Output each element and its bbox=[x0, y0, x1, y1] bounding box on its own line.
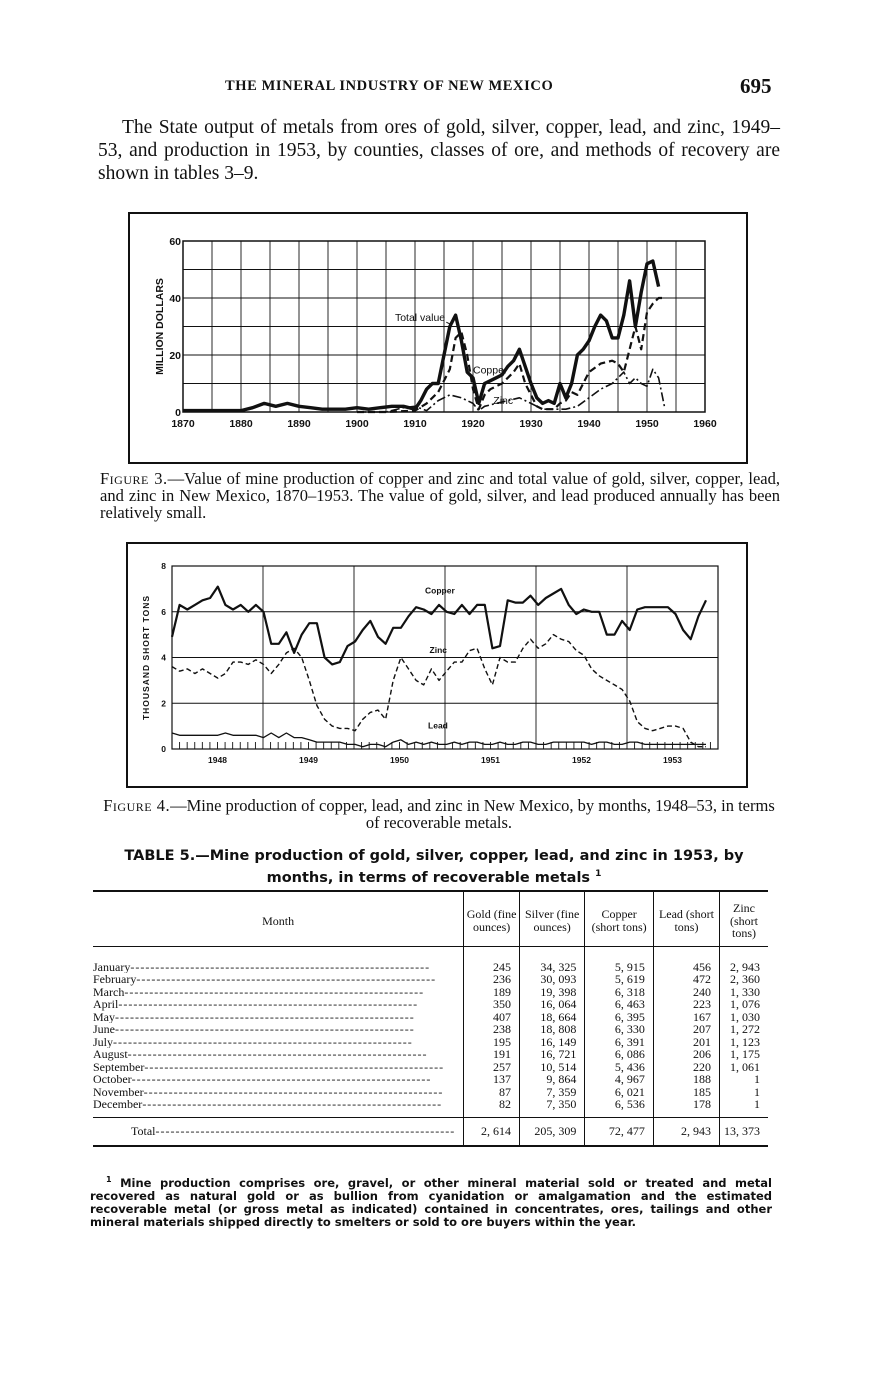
row-month: September------------------------------------------------------------ bbox=[93, 1060, 445, 1073]
cell-copper: 5, 915 bbox=[585, 946, 654, 973]
cell-copper: 6, 021 bbox=[585, 1086, 654, 1099]
table-5-body bbox=[93, 946, 768, 1146]
lead-line bbox=[172, 733, 706, 747]
x-tick-label: 1880 bbox=[229, 418, 253, 430]
cell-silver: 7, 350 bbox=[519, 1098, 584, 1117]
cell-zinc: 1, 030 bbox=[720, 1011, 769, 1024]
table-5-title bbox=[96, 847, 772, 887]
row-month: December------------------------------------------------------------ bbox=[93, 1098, 443, 1111]
page-number: 695 bbox=[740, 74, 772, 98]
label-zinc: Zinc bbox=[493, 395, 514, 408]
cell-silver: 19, 398 bbox=[519, 986, 584, 999]
table-row bbox=[93, 1023, 768, 1036]
cell-copper: 6, 318 bbox=[585, 986, 654, 999]
dot-leader: ------------------------------------------------------------ bbox=[155, 1123, 456, 1138]
cell-lead: 220 bbox=[653, 1061, 719, 1074]
cell-silver: 10, 514 bbox=[519, 1061, 584, 1074]
cell-silver: 30, 093 bbox=[519, 973, 584, 986]
y-tick-label: 8 bbox=[161, 561, 166, 571]
row-month: August------------------------------------------------------------ bbox=[93, 1048, 428, 1061]
cell-zinc: 1, 330 bbox=[720, 986, 769, 999]
intro-paragraph: The State output of metals from ores of gold, silver, copper, lead, and zinc, 1949–53, and production in 1953, by counties, classes of ore, and methods of recovery are shown in tables 3–9. bbox=[98, 117, 780, 184]
y-tick-label: 2 bbox=[161, 698, 166, 709]
cell-lead: 178 bbox=[653, 1098, 719, 1117]
cell-silver: 7, 359 bbox=[519, 1086, 584, 1099]
dot-leader: ------------------------------------------------------------ bbox=[127, 1048, 428, 1061]
table-row bbox=[93, 1061, 768, 1074]
cell-lead: 207 bbox=[653, 1023, 719, 1036]
cell-zinc: 1 bbox=[720, 1086, 769, 1099]
cell-zinc: 2, 943 bbox=[720, 946, 769, 973]
figure-3-caption-lead: Figure 3. bbox=[100, 469, 168, 488]
x-tick-label: 1920 bbox=[461, 418, 485, 430]
table-5-title-lead: TABLE 5. bbox=[124, 848, 196, 864]
dot-leader: ------------------------------------------------------------ bbox=[143, 1085, 444, 1098]
table-5-title-note: 1 bbox=[595, 869, 602, 879]
label-total-value: Total value bbox=[394, 311, 446, 324]
dot-leader: ------------------------------------------------------------ bbox=[113, 1035, 413, 1048]
x-tick-label: 1952 bbox=[572, 755, 591, 765]
table-row bbox=[93, 1073, 768, 1086]
figure-4-chart bbox=[128, 544, 746, 786]
table-row bbox=[93, 1086, 768, 1099]
cell-gold: 257 bbox=[464, 1061, 520, 1074]
cell-gold: 82 bbox=[464, 1098, 520, 1117]
cell-gold: 407 bbox=[464, 1011, 520, 1024]
x-tick-label: 1949 bbox=[299, 755, 318, 765]
dot-leader: ------------------------------------------------------------ bbox=[118, 998, 419, 1011]
cell-copper: 4, 967 bbox=[585, 1073, 654, 1086]
y-axis-title: MILLION DOLLARS bbox=[154, 278, 166, 375]
table-row bbox=[93, 973, 768, 986]
cell-zinc: 1 bbox=[720, 1073, 769, 1086]
cell-copper: 6, 463 bbox=[585, 998, 654, 1011]
x-tick-label: 1930 bbox=[519, 418, 543, 430]
x-tick-label: 1870 bbox=[171, 418, 195, 430]
col-header-silver: Silver (fine ounces) bbox=[519, 891, 584, 946]
label-copper: Copper bbox=[473, 364, 508, 377]
dot-leader: ------------------------------------------------------------ bbox=[131, 1073, 432, 1086]
figure-4-caption-text: —Mine production of copper, lead, and zinc in New Mexico, by months, 1948–53, in terms of recoverable metals. bbox=[170, 796, 775, 832]
table-total-row bbox=[93, 1117, 768, 1146]
y-tick-label: 4 bbox=[161, 652, 166, 663]
label-zinc: Zinc bbox=[429, 644, 448, 655]
y-tick-label: 0 bbox=[175, 407, 181, 419]
row-month: May------------------------------------------------------------ bbox=[93, 1010, 415, 1023]
x-tick-label: 1910 bbox=[403, 418, 427, 430]
col-header-month: Month bbox=[93, 891, 464, 946]
x-tick-label: 1890 bbox=[287, 418, 311, 430]
cell-gold: 87 bbox=[464, 1086, 520, 1099]
cell-copper: 6, 536 bbox=[585, 1098, 654, 1117]
row-month: March------------------------------------------------------------ bbox=[93, 985, 425, 998]
x-tick-label: 1950 bbox=[390, 755, 409, 765]
y-axis-title: THOUSAND SHORT TONS bbox=[141, 594, 151, 721]
cell-zinc: 1 bbox=[720, 1098, 769, 1117]
cell-gold: 245 bbox=[464, 946, 520, 973]
row-month: July------------------------------------------------------------ bbox=[93, 1035, 413, 1048]
y-tick-label: 20 bbox=[169, 350, 181, 362]
col-header-lead: Lead (short tons) bbox=[653, 891, 719, 946]
figure-3-caption bbox=[100, 470, 780, 521]
total-zinc: 13, 373 bbox=[720, 1117, 769, 1146]
table-row bbox=[93, 1048, 768, 1061]
y-tick-label: 0 bbox=[161, 744, 166, 754]
table-row bbox=[93, 998, 768, 1011]
cell-zinc: 1, 061 bbox=[720, 1061, 769, 1074]
cell-copper: 6, 391 bbox=[585, 1036, 654, 1049]
footnote bbox=[90, 1173, 772, 1229]
total-gold: 2, 614 bbox=[464, 1117, 520, 1146]
x-tick-label: 1948 bbox=[208, 755, 227, 765]
table-row bbox=[93, 1011, 768, 1024]
total-value-line bbox=[183, 261, 659, 411]
total-silver: 205, 309 bbox=[519, 1117, 584, 1146]
cell-lead: 206 bbox=[653, 1048, 719, 1061]
table-row bbox=[93, 986, 768, 999]
cell-copper: 6, 086 bbox=[585, 1048, 654, 1061]
dot-leader: ------------------------------------------------------------ bbox=[115, 1010, 415, 1023]
figure-4-frame bbox=[126, 542, 748, 788]
cell-gold: 191 bbox=[464, 1048, 520, 1061]
footnote-marker: 1 bbox=[106, 1175, 112, 1184]
cell-gold: 137 bbox=[464, 1073, 520, 1086]
x-tick-label: 1960 bbox=[693, 418, 717, 430]
cell-lead: 240 bbox=[653, 986, 719, 999]
row-month: June------------------------------------------------------------ bbox=[93, 1023, 415, 1036]
cell-gold: 350 bbox=[464, 998, 520, 1011]
cell-lead: 456 bbox=[653, 946, 719, 973]
cell-silver: 16, 064 bbox=[519, 998, 584, 1011]
col-header-gold: Gold (fine ounces) bbox=[464, 891, 520, 946]
label-lead: Lead bbox=[428, 720, 448, 731]
cell-silver: 16, 149 bbox=[519, 1036, 584, 1049]
label-copper: Copper bbox=[425, 585, 455, 596]
cell-silver: 18, 808 bbox=[519, 1023, 584, 1036]
row-month: February------------------------------------------------------------ bbox=[93, 973, 437, 986]
cell-gold: 238 bbox=[464, 1023, 520, 1036]
y-tick-label: 60 bbox=[169, 236, 181, 248]
cell-copper: 5, 436 bbox=[585, 1061, 654, 1074]
cell-zinc: 1, 076 bbox=[720, 998, 769, 1011]
dot-leader: ------------------------------------------------------------ bbox=[142, 1098, 443, 1111]
y-tick-label: 6 bbox=[161, 606, 166, 617]
cell-zinc: 1, 175 bbox=[720, 1048, 769, 1061]
cell-lead: 201 bbox=[653, 1036, 719, 1049]
x-tick-label: 1951 bbox=[481, 755, 500, 765]
cell-gold: 195 bbox=[464, 1036, 520, 1049]
y-tick-label: 40 bbox=[169, 293, 181, 305]
table-row bbox=[93, 1036, 768, 1049]
cell-lead: 223 bbox=[653, 998, 719, 1011]
x-tick-label: 1900 bbox=[345, 418, 369, 430]
col-header-copper: Copper (short tons) bbox=[585, 891, 654, 946]
figure-3-chart bbox=[130, 214, 746, 462]
table-5 bbox=[93, 890, 768, 1147]
cell-copper: 6, 395 bbox=[585, 1011, 654, 1024]
total-copper: 72, 477 bbox=[585, 1117, 654, 1146]
cell-silver: 18, 664 bbox=[519, 1011, 584, 1024]
figure-4-caption-lead: Figure 4. bbox=[103, 796, 171, 815]
cell-zinc: 1, 272 bbox=[720, 1023, 769, 1036]
dot-leader: ------------------------------------------------------------ bbox=[144, 1060, 445, 1073]
row-month: January------------------------------------------------------------ bbox=[93, 959, 431, 973]
table-header-row bbox=[93, 891, 768, 946]
cell-silver: 34, 325 bbox=[519, 946, 584, 973]
table-row bbox=[93, 1098, 768, 1117]
cell-lead: 185 bbox=[653, 1086, 719, 1099]
x-tick-label: 1940 bbox=[577, 418, 601, 430]
total-label: Total------------------------------------------------------------ bbox=[93, 1117, 464, 1146]
cell-copper: 5, 619 bbox=[585, 973, 654, 986]
dot-leader: ------------------------------------------------------------ bbox=[124, 985, 425, 998]
running-head: THE MINERAL INDUSTRY OF NEW MEXICO bbox=[225, 78, 554, 94]
cell-silver: 9, 864 bbox=[519, 1073, 584, 1086]
x-tick-label: 1953 bbox=[663, 755, 682, 765]
x-tick-label: 1950 bbox=[635, 418, 659, 430]
cell-copper: 6, 330 bbox=[585, 1023, 654, 1036]
cell-lead: 188 bbox=[653, 1073, 719, 1086]
footnote-text: Mine production comprises ore, gravel, or other mineral material sold or treated and metal recovered as natural gold or as bullion from cyanidation or amalgamation and the estimated recoverable metal (or gross metal as indicated) contained in concentrates, ores, tailings and other mineral materials shipped directly to smelters or sold to ore buyers within the year. bbox=[90, 1175, 772, 1229]
cell-zinc: 1, 123 bbox=[720, 1036, 769, 1049]
row-month: April------------------------------------------------------------ bbox=[93, 998, 419, 1011]
table-5-title-text: —Mine production of gold, silver, copper, lead, and zinc in 1953, by months, in terms of recoverable metals bbox=[195, 848, 744, 886]
figure-4-caption bbox=[98, 797, 780, 831]
cell-silver: 16, 721 bbox=[519, 1048, 584, 1061]
dot-leader: ------------------------------------------------------------ bbox=[136, 973, 437, 986]
table-row bbox=[93, 946, 768, 973]
cell-zinc: 2, 360 bbox=[720, 973, 769, 986]
cell-gold: 189 bbox=[464, 986, 520, 999]
col-header-zinc: Zinc (short tons) bbox=[720, 891, 769, 946]
cell-lead: 167 bbox=[653, 1011, 719, 1024]
cell-gold: 236 bbox=[464, 973, 520, 986]
figure-3-frame bbox=[128, 212, 748, 464]
dot-leader: ------------------------------------------------------------ bbox=[130, 959, 431, 973]
figure-3-caption-text: —Value of mine production of copper and zinc and total value of gold, silver, copper, lead, and zinc in New Mexico, 1870–1953. The value of gold, silver, and lead produced annually has been relatively small. bbox=[100, 469, 781, 522]
row-month: October------------------------------------------------------------ bbox=[93, 1073, 432, 1086]
row-month: November------------------------------------------------------------ bbox=[93, 1085, 444, 1098]
dot-leader: ------------------------------------------------------------ bbox=[115, 1023, 415, 1036]
total-lead: 2, 943 bbox=[653, 1117, 719, 1146]
cell-lead: 472 bbox=[653, 973, 719, 986]
